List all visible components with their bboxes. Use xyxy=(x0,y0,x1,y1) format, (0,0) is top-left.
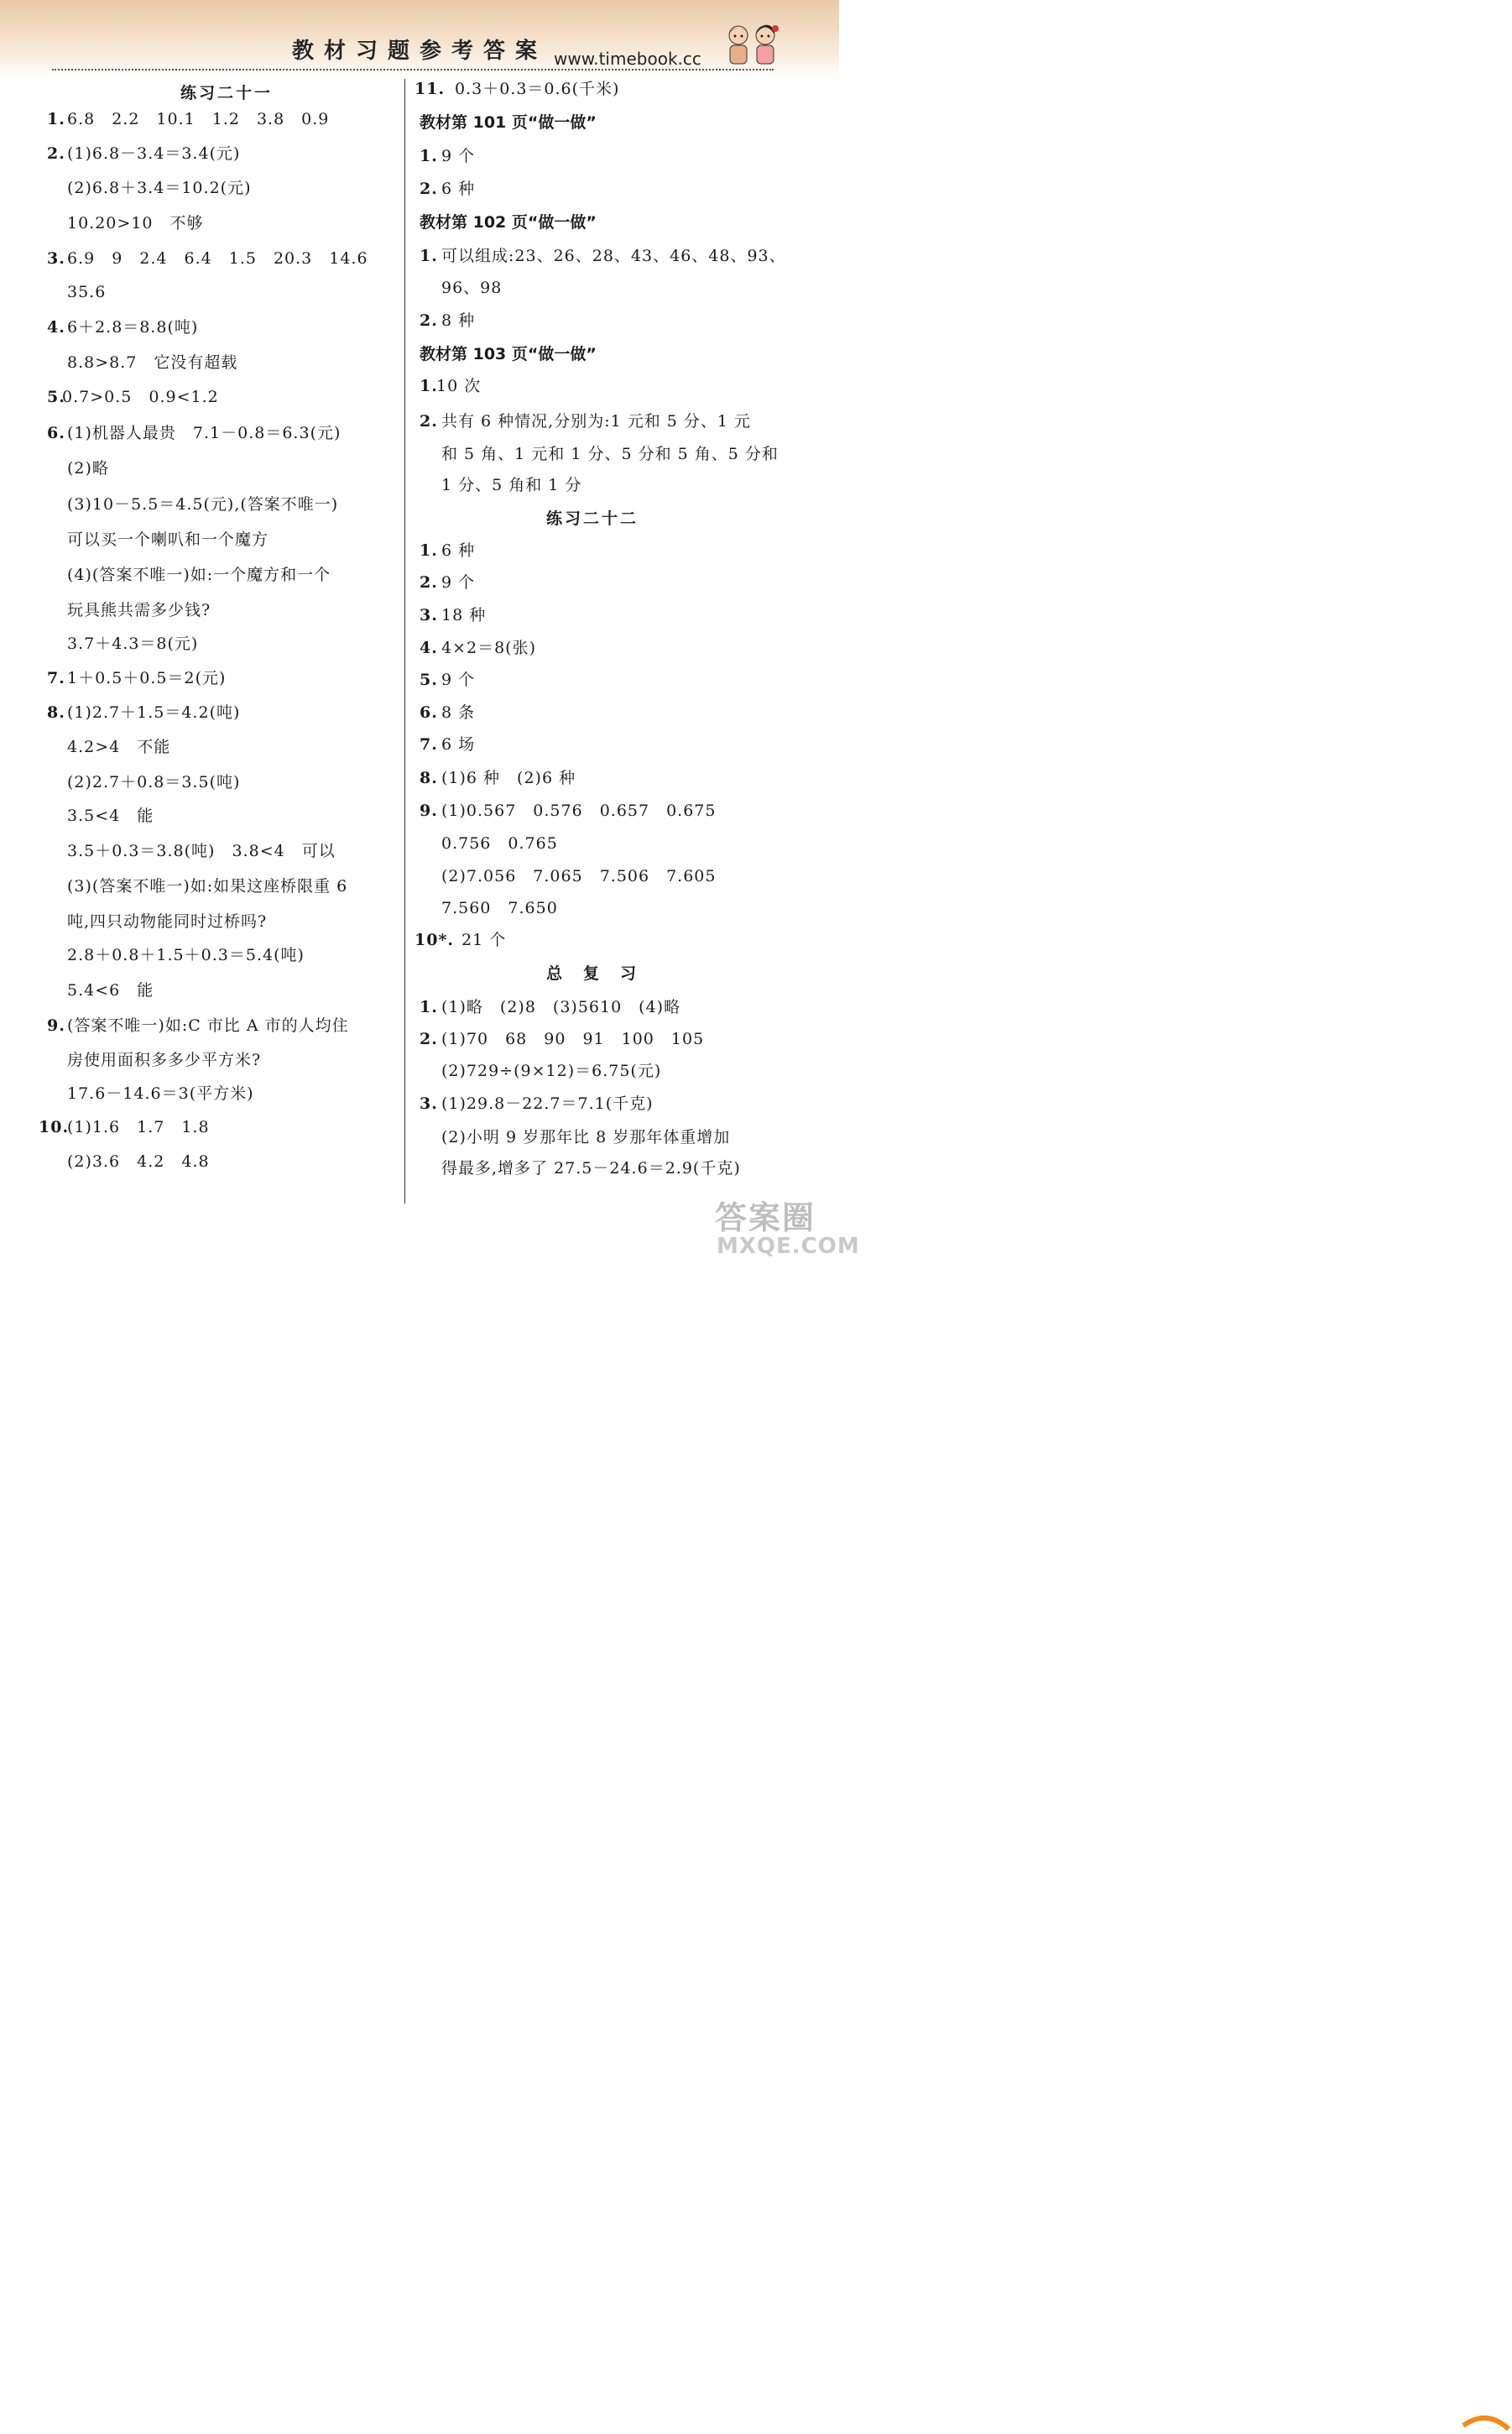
question-number: 2. xyxy=(47,144,65,163)
answer-text: 0.7>0.5 0.9<1.2 xyxy=(62,388,219,406)
question-number: 1. xyxy=(420,541,438,560)
answer-text: 6＋2.8＝8.8(吨) xyxy=(67,318,199,337)
heading-text: 教材第 102 页“做一做” xyxy=(420,213,597,232)
answer-text: 房使用面积多多少平方米? xyxy=(67,1051,262,1069)
answer-text: 吨,四只动物能同时过桥吗? xyxy=(67,912,268,931)
answer-text: 3.7＋4.3＝8(元) xyxy=(67,635,199,653)
answer-text: 18 种 xyxy=(441,606,487,624)
question-number: 10. xyxy=(39,1118,70,1136)
column-divider xyxy=(404,79,405,1204)
question-number: 10*. xyxy=(414,931,454,949)
answer-text: 3.5＋0.3＝3.8(吨) 3.8<4 可以 xyxy=(67,842,336,860)
question-number: 2. xyxy=(420,573,438,592)
question-number: 7. xyxy=(47,669,65,687)
question-number: 1. xyxy=(420,377,438,395)
answer-text: 共有 6 种情况,分别为:1 元和 5 分、1 元 xyxy=(441,412,752,431)
answer-text: (1)70 68 90 91 100 105 xyxy=(441,1030,705,1048)
answer-text: (1)略 (2)8 (3)5610 (4)略 xyxy=(441,998,681,1016)
answer-text: (1)6 种 (2)6 种 xyxy=(441,769,576,787)
answer-text: (2)略 xyxy=(67,459,109,478)
section-title-exercise-21: 练习二十一 xyxy=(180,84,273,102)
watermark-logo xyxy=(715,1192,860,1269)
question-number: 4. xyxy=(47,318,65,337)
answer-text: (3)10－5.5＝4.5(元),(答案不唯一) xyxy=(67,495,339,514)
swish-icon xyxy=(1462,2400,1512,2434)
answer-text: 10 次 xyxy=(436,377,482,395)
answer-text: 8.8>8.7 它没有超载 xyxy=(67,353,238,372)
site-url: www.timebook.cc xyxy=(554,49,701,69)
answer-text: 6 种 xyxy=(441,180,476,198)
answer-text: 0.3＋0.3＝0.6(千米) xyxy=(455,80,620,98)
answer-text: (2)2.7＋0.8＝3.5(吨) xyxy=(67,773,241,791)
answer-text: 96、98 xyxy=(441,279,503,297)
question-number: 9. xyxy=(420,802,438,820)
answer-text: 3.5<4 能 xyxy=(67,807,154,825)
answer-text: (1)6.8－3.4＝3.4(元) xyxy=(67,144,241,163)
watermark-top: 答案圈 xyxy=(715,1199,816,1236)
question-number: 11. xyxy=(414,80,446,98)
answer-text: (2)3.6 4.2 4.8 xyxy=(67,1152,210,1171)
answer-text: 35.6 xyxy=(67,283,107,301)
answer-text: 2.8＋0.8＋1.5＋0.3＝5.4(吨) xyxy=(67,946,305,964)
answer-text: 6 种 xyxy=(441,541,476,560)
answer-text: 9 个 xyxy=(441,671,476,689)
question-number: 7. xyxy=(420,735,438,754)
page-title: 教材习题参考答案 xyxy=(291,39,547,64)
answer-text: 1＋0.5＋0.5＝2(元) xyxy=(67,669,227,687)
answer-text: 可以组成:23、26、28、43、46、48、93、 xyxy=(441,247,786,265)
question-number: 4. xyxy=(420,639,438,657)
answer-text: (3)(答案不唯一)如:如果这座桥限重 6 xyxy=(67,877,348,896)
answer-text: 玩具熊共需多少钱? xyxy=(67,601,211,619)
kids-illustration-icon xyxy=(720,20,787,71)
question-number: 2. xyxy=(420,1030,438,1048)
question-number: 2. xyxy=(420,311,438,330)
heading-text: 教材第 101 页“做一做” xyxy=(420,113,597,132)
answer-text: (2)7.056 7.065 7.506 7.605 xyxy=(441,867,717,885)
answer-text: 4.2>4 不能 xyxy=(67,738,171,756)
answer-text: 可以买一个喇叭和一个魔方 xyxy=(67,530,269,549)
question-number: 6. xyxy=(420,703,438,722)
heading-text: 教材第 103 页“做一做” xyxy=(420,345,597,363)
answer-text: 4×2＝8(张) xyxy=(441,639,537,657)
answer-text: 得最多,增多了 27.5－24.6＝2.9(千克) xyxy=(441,1159,741,1178)
question-number: 5. xyxy=(47,388,65,406)
question-number: 2. xyxy=(420,412,438,431)
answer-text: 6 场 xyxy=(441,735,476,754)
answer-text: 8 种 xyxy=(441,311,476,330)
answer-text: (1)1.6 1.7 1.8 xyxy=(67,1118,210,1136)
answer-text: 6.8 2.2 10.1 1.2 3.8 0.9 xyxy=(67,110,330,128)
header-dotted-rule xyxy=(52,69,774,71)
question-number: 5. xyxy=(420,671,438,689)
question-number: 3. xyxy=(420,606,438,624)
question-number: 1. xyxy=(47,110,65,128)
answer-text: (4)(答案不唯一)如:一个魔方和一个 xyxy=(67,566,331,584)
answer-text: 0.756 0.765 xyxy=(441,834,558,853)
watermark-bottom: MXQE.COM xyxy=(717,1234,860,1259)
answer-text: 7.560 7.650 xyxy=(441,899,558,917)
section-title-text: 练习二十二 xyxy=(545,509,639,528)
answer-text: (1)2.7＋1.5＝4.2(吨) xyxy=(67,703,241,722)
answer-text: (1)0.567 0.576 0.657 0.675 xyxy=(441,802,717,820)
answer-text: (1)机器人最贵 7.1－0.8＝6.3(元) xyxy=(67,424,342,442)
question-number: 1. xyxy=(420,147,438,165)
answer-text: (答案不唯一)如:C 市比 A 市的人均住 xyxy=(67,1016,349,1035)
section-title-text: 总 复 习 xyxy=(545,964,639,983)
question-number: 1. xyxy=(420,247,438,265)
question-number: 1. xyxy=(420,998,438,1016)
answer-text: 8 条 xyxy=(441,703,476,722)
answer-text: (1)29.8－22.7＝7.1(千克) xyxy=(441,1094,654,1113)
answer-text: (2)小明 9 岁那年比 8 岁那年体重增加 xyxy=(441,1128,731,1146)
question-number: 3. xyxy=(420,1094,438,1113)
answer-text: 6.9 9 2.4 6.4 1.5 20.3 14.6 xyxy=(67,249,368,268)
answer-text: 1 分、5 角和 1 分 xyxy=(441,476,582,494)
question-number: 8. xyxy=(420,769,438,787)
page-header xyxy=(0,0,839,77)
answer-text: 9 个 xyxy=(441,573,476,592)
answer-text: 10.20>10 不够 xyxy=(67,214,204,232)
question-number: 6. xyxy=(47,424,65,442)
answer-text: 和 5 角、1 元和 1 分、5 分和 5 角、5 分和 xyxy=(441,445,779,463)
answer-text: 21 个 xyxy=(461,931,507,949)
question-number: 3. xyxy=(47,249,65,268)
answer-text: 17.6－14.6＝3(平方米) xyxy=(67,1084,254,1103)
question-number: 2. xyxy=(420,180,438,198)
answer-text: (2)6.8＋3.4＝10.2(元) xyxy=(67,179,252,197)
answer-text: 5.4<6 能 xyxy=(67,981,154,1000)
question-number: 8. xyxy=(47,703,65,722)
answer-text: (2)729÷(9×12)＝6.75(元) xyxy=(441,1062,662,1080)
question-number: 9. xyxy=(47,1016,65,1035)
answer-text: 9 个 xyxy=(441,147,476,165)
